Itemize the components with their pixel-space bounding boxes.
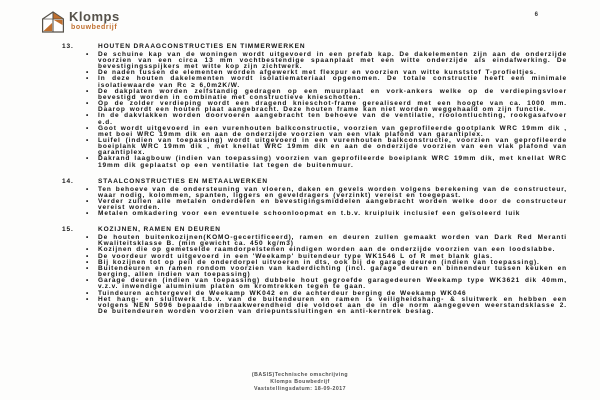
section-heading: [62, 179, 567, 186]
bullet-text: Verder zullen alle metalen onderdelen en bevestigingsmiddelen aangebracht worden welke door de constructeur vereist worden.: [98, 197, 567, 212]
bullet-text: De voordeur wordt uitgevoerd in een 'Weekamp' buitendeur type WK1546 L of R met blank glas.: [98, 252, 493, 260]
footer-date: Vaststellingsdatum: 18-09-2017: [254, 385, 346, 392]
bullet-marker: •: [86, 197, 89, 205]
bullet-text: De schuine kap van de woningen wordt uitgevoerd in een prefab kap. De dakelementen zijn aan de onderzijde voorzien van een circa 13 mm vochtbestendige spaanplaat met een witte onderzijde als eindafwerking. De bevestigingsspijkers met witte kop zijn zichtwerk.: [98, 50, 567, 71]
section-number: 15.: [62, 226, 74, 234]
bullet-marker: •: [86, 155, 89, 163]
bullet-marker: •: [86, 277, 89, 285]
bullet-marker: •: [86, 50, 89, 58]
page-number: 6: [534, 12, 538, 18]
bullet-item: [62, 278, 567, 290]
bullet-item: [62, 297, 567, 315]
bullet-item: [62, 113, 567, 125]
bullet-item: [62, 211, 567, 217]
bullet-marker: •: [86, 234, 89, 242]
bullet-text: In deze houten dakelementen wordt isolatiemateriaal opgenomen. De totale constructie heeft een minimale isolatiewaarde van Rc ≥ 6,0m2K/W.: [98, 75, 567, 89]
bullet-marker: •: [86, 75, 89, 83]
logo-title: Klomps: [69, 9, 120, 24]
section-heading: [62, 227, 567, 234]
bullet-text: Op de zolder verdieping wordt een dragend knieschot-frame gerealiseerd met een hoogte van ca. 1000 mm. Daarop wordt een houten plaat aangebracht. Deze houten frame kan niet worden weggehaald om zijn functie.: [98, 100, 567, 114]
bullet-marker: •: [86, 185, 89, 193]
bullet-text: In de dakvlakken worden doorvoeren aangebracht ten behoeve van de ventilatie, rioolontluchting, rookgasafvoer e.d.: [98, 112, 567, 126]
sections: [62, 44, 567, 325]
bullet-text: Bij kozijnen tot op peil de onderdorpel uitvoeren in dts, ook bij de garage deuren (indien van toepassing).: [98, 258, 540, 266]
section-title: HOUTEN DRAAGCONSTRUCTIES EN TIMMERWERKEN: [98, 43, 306, 50]
bullet-text: Tuindeuren achtergevel de Weekamp WK042 en de achterdeur berging de Weekamp WK046: [98, 289, 467, 297]
bullet-item: [62, 138, 567, 156]
bullet-item: [62, 52, 567, 70]
bullet-marker: •: [86, 210, 89, 218]
bullet-text: Luifel (indien van toepassing) wordt uitgevoerd in een vurenhouten balkconstructie, voorzien van geprofileerde boeiplank WRC 19mm dik , met knellat WRC 19mm dik en aan de onderzijde voorzien van een vlak plafond van garantiplex.: [98, 136, 567, 157]
bullet-text: De houten buitenkozijnen(KOMO-gecertificeerd), ramen en deuren zullen gemaakt worden van Dark Red Meranti Kwaliteitsklasse B. (min gewicht ca. 450 kg/m3): [98, 234, 567, 248]
bullet-text: Garage deuren (indien van toepassing) dubbele hout gegroefde garagedeuren Weekamp type WK3621 dik 40mm, v.z.v. inwendige aluminium platen om kromtrekken tegen te gaan.: [98, 277, 567, 291]
logo-subtitle: bouwbedrijf: [71, 24, 118, 31]
bullet-marker: •: [86, 124, 89, 132]
company-logo: [40, 10, 120, 34]
bullet-marker: •: [86, 264, 89, 272]
bullet-list: [62, 187, 567, 218]
footer-company: Klomps Bouwbedrijf: [270, 378, 330, 385]
footer-doc-title: (BASIS)Technische omschrijving: [251, 371, 349, 378]
bullet-marker: •: [86, 69, 89, 77]
house-frame-icon: [40, 10, 66, 34]
section-title: STAALCONSTRUCTIES EN METAALWERKEN: [98, 177, 268, 185]
section-heading: [62, 44, 567, 51]
bullet-text: Goot wordt uitgevoerd in een vurenhouten balkconstructie, voorzien van geprofileerde gootplank WRC 19mm dik , met boei WRC 19mm dik en aan de onderzijde voorzien van een vlak plafond van garantiplex.: [98, 124, 567, 138]
section-number: 13.: [62, 43, 74, 50]
bullet-marker: •: [86, 87, 89, 95]
section: [62, 179, 567, 218]
bullet-marker: •: [86, 136, 89, 144]
bullet-marker: •: [86, 289, 89, 297]
bullet-marker: •: [86, 252, 89, 260]
bullet-marker: •: [86, 295, 89, 303]
bullet-list: [62, 235, 567, 315]
bullet-text: Buitendeuren en ramen rondom voorzien van kaderdichting (incl. garage deuren en binnendeur tussen keuken en berging, allen indien van toepassing): [98, 264, 567, 279]
bullet-list: [62, 52, 567, 169]
page-footer: [0, 372, 600, 393]
bullet-text: Kozijnen die op gemetselde raamdorpelstenen eindigen worden aan de onderzijde voorzien van een loodslabbe.: [98, 246, 556, 254]
bullet-text: Ten behoeve van de ondersteuning van vloeren, daken en gevels worden volgens berekening van de constructeur, waar nodig, kolommen, spanten, liggers en geveldragers (verzinkt) vereist en toegepast.: [98, 185, 567, 199]
bullet-text: De naden tussen de elementen worden afgewerkt met flexpur en voorzien van witte kunststof T-profieltjes.: [98, 69, 537, 77]
section-number: 14.: [62, 177, 74, 185]
bullet-marker: •: [86, 246, 89, 254]
bullet-marker: •: [86, 100, 89, 108]
bullet-marker: •: [86, 112, 89, 120]
section: [62, 227, 567, 315]
bullet-text: De dakplaten worden zelfstandig gedragen op een muurplaat en vork-ankers welke op de verdiepingsvloer bevestigd worden in combinatie met constructieve knieschotten.: [98, 87, 567, 101]
section-title: KOZIJNEN, RAMEN EN DEUREN: [98, 226, 221, 234]
bullet-item: [62, 156, 567, 168]
bullet-marker: •: [86, 258, 89, 266]
bullet-text: Metalen omkadering voor een eventuele schoonloopmat en t.b.v. kruipluik inclusief een geïsoleerd luik: [98, 210, 521, 218]
bullet-item: [62, 76, 567, 88]
bullet-text: Dakrand laagbouw (indien van toepassing) voorzien van geprofileerde boeiplank WRC 19mm dik, met knellat WRC 19mm dik geplaatst op een ventilatie lat tegen de buitenmuur.: [98, 155, 567, 169]
bullet-text: Het hang- en sluitwerk t.b.v. van de buitendeuren en ramen is veiligheidshang- & sluitwerk en hebben een volgens NEN 5096 bepaalde inbraakwerendheid die voldoet aan de in die norm aangegeven weerstandsklasse 2. De buitendeuren worden voorzien van driepuntssluitingen en anti-kerntrek beslag.: [98, 295, 567, 316]
section: [62, 44, 567, 169]
